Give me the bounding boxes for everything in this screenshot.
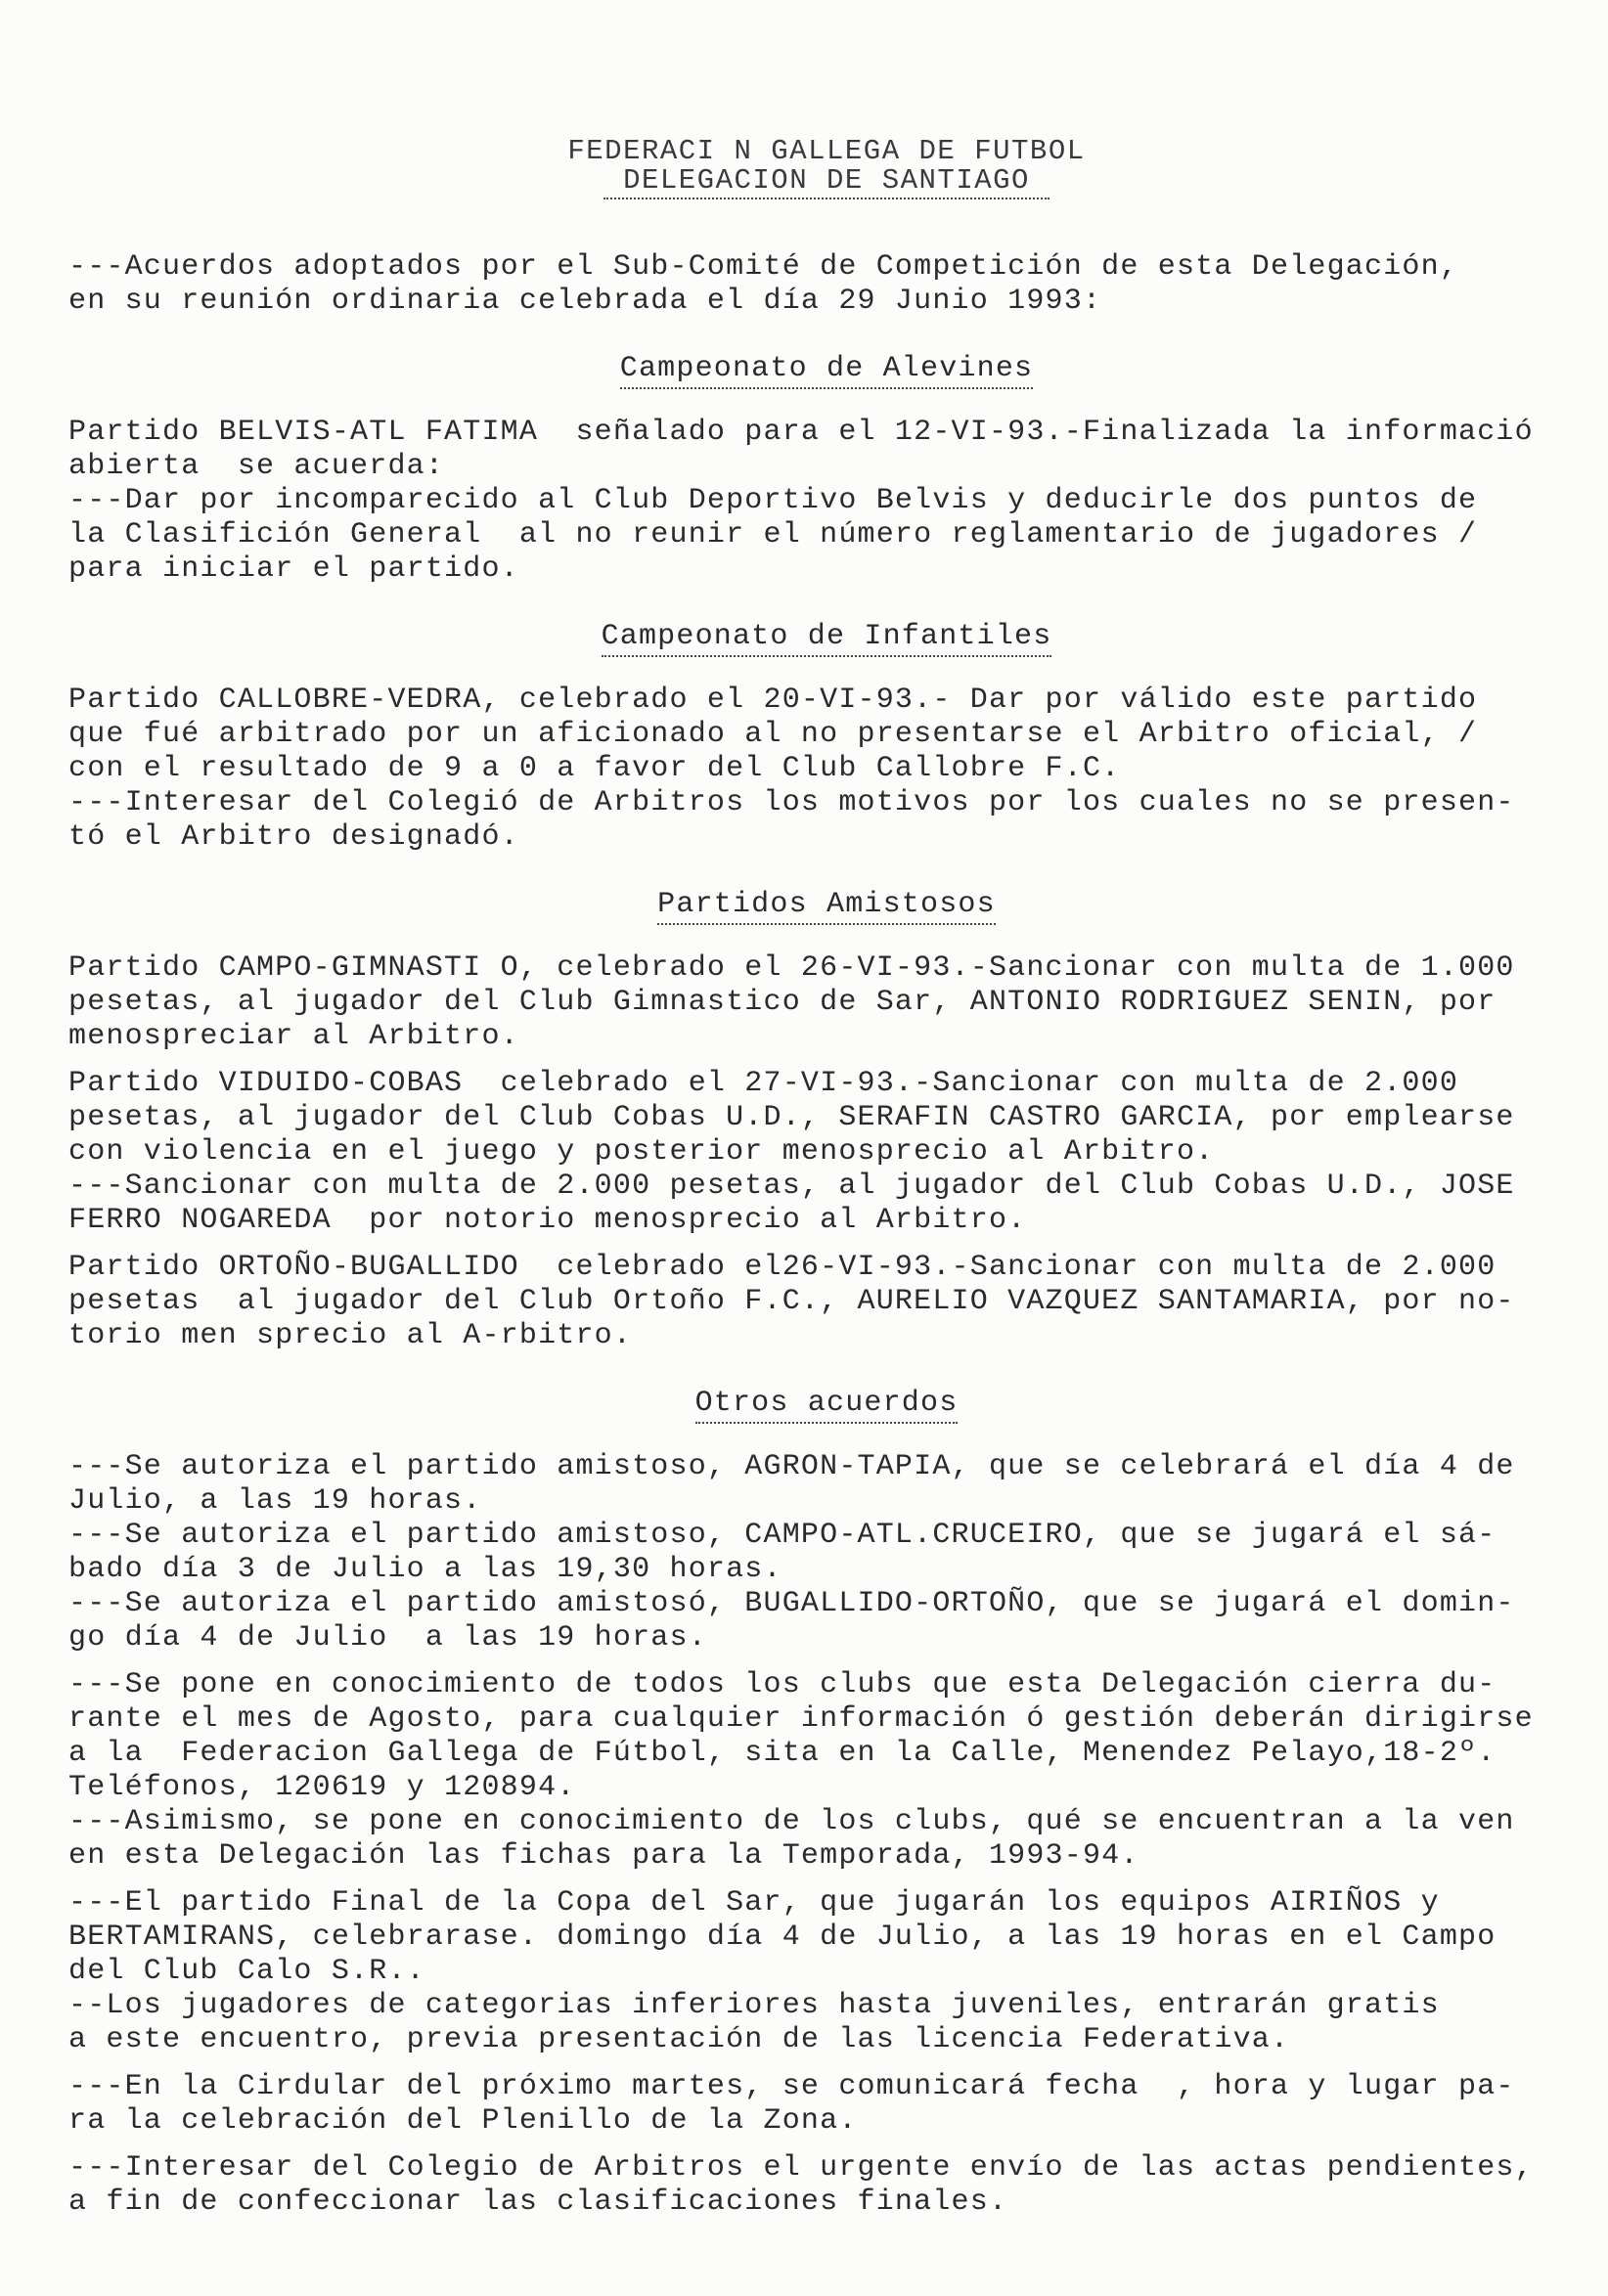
text-line: ---Se pone en conocimiento de todos los clubs que esta Delegación cierra du- bbox=[68, 1668, 1496, 1701]
text-line: tó el Arbitro designadó. bbox=[68, 820, 519, 854]
text-line: menospreciar al Arbitro. bbox=[68, 1020, 519, 1053]
section bbox=[68, 620, 1585, 855]
text-line: --Los jugadores de categorias inferiores hasta juveniles, entrarán gratis bbox=[68, 1989, 1440, 2022]
text-line: para iniciar el partido. bbox=[68, 552, 519, 586]
text-line: que fué arbitrado por un aficionado al no presentarse el Arbitro oficial, / bbox=[68, 718, 1478, 751]
text-line: con violencia en el juego y posterior menosprecio al Arbitro. bbox=[68, 1135, 1215, 1169]
section-heading-text: Partidos Amistosos bbox=[657, 888, 996, 925]
document-header bbox=[68, 137, 1585, 199]
text-line: torio men sprecio al A-rbitro. bbox=[68, 1319, 633, 1352]
text-line: FERRO NOGAREDA por notorio menosprecio al Arbitro. bbox=[68, 1204, 1027, 1237]
section-heading bbox=[68, 888, 1585, 922]
text-line: ---En la Cirdular del próximo martes, se comunicará fecha , hora y lugar pa- bbox=[68, 2070, 1515, 2103]
text-line: abierta se acuerda: bbox=[68, 450, 445, 483]
typewritten-document bbox=[68, 137, 1585, 2220]
text-line: del Club Calo S.R.. bbox=[68, 1955, 425, 1988]
text-line: con el resultado de 9 a 0 a favor del Club Callobre F.C. bbox=[68, 752, 1121, 785]
text-line: ---El partido Final de la Copa del Sar, que jugarán los equipos AIRIÑOS y bbox=[68, 1886, 1440, 1920]
text-line: a este encuentro, previa presentación de las licencia Federativa. bbox=[68, 2023, 1290, 2056]
text-line: rante el mes de Agosto, para cualquier información ó gestión deberán dirigirse bbox=[68, 1702, 1534, 1736]
paragraph bbox=[68, 951, 1585, 1054]
text-line: ---Se autoriza el partido amistosó, BUGALLIDO-ORTOÑO, que se jugará el domin- bbox=[68, 1587, 1515, 1620]
delegation-title: DELEGACION DE SANTIAGO bbox=[603, 166, 1050, 199]
text-line: ---Dar por incomparecido al Club Deportivo Belvis y deducirle dos puntos de bbox=[68, 484, 1478, 517]
section-heading bbox=[68, 352, 1585, 386]
text-line: ---Interesar del Colegió de Arbitros los motivos por los cuales no se presen- bbox=[68, 786, 1515, 819]
text-line: a la Federacion Gallega de Fútbol, sita en la Calle, Menendez Pelayo,18-2º. bbox=[68, 1737, 1496, 1770]
text-line: pesetas al jugador del Club Ortoño F.C., AURELIO VAZQUEZ SANTAMARIA, por no- bbox=[68, 1285, 1515, 1318]
text-line: Partido ORTOÑO-BUGALLIDO celebrado el26-VI-93.-Sancionar con multa de 2.000 bbox=[68, 1251, 1496, 1284]
section-heading-text: Campeonato de Infantiles bbox=[602, 620, 1052, 657]
text-line: ---Sancionar con multa de 2.000 pesetas, al jugador del Club Cobas U.D., JOSE bbox=[68, 1170, 1515, 1203]
paragraph bbox=[68, 2151, 1585, 2220]
section bbox=[68, 888, 1585, 1353]
text-line: BERTAMIRANS, celebrarase. domingo día 4 de Julio, a las 19 horas en el Campo bbox=[68, 1921, 1496, 1954]
section-heading bbox=[68, 620, 1585, 654]
intro-paragraph bbox=[68, 250, 1585, 319]
paragraph bbox=[68, 416, 1585, 587]
text-line: en su reunión ordinaria celebrada el día 29 Junio 1993: bbox=[68, 285, 1102, 318]
paragraph bbox=[68, 1067, 1585, 1238]
text-line: a fin de confeccionar las clasificaciones finales. bbox=[68, 2186, 1008, 2219]
federation-title: FEDERACI N GALLEGA DE FUTBOL bbox=[567, 135, 1086, 167]
paragraph bbox=[68, 1450, 1585, 1656]
text-line: Teléfonos, 120619 y 120894. bbox=[68, 1771, 576, 1804]
text-line: pesetas, al jugador del Club Gimnastico de Sar, ANTONIO RODRIGUEZ SENIN, por bbox=[68, 986, 1496, 1019]
text-line: ---Asimismo, se pone en conocimiento de los clubs, qué se encuentran a la ven bbox=[68, 1805, 1515, 1838]
section-heading-text: Otros acuerdos bbox=[695, 1387, 959, 1424]
paragraph bbox=[68, 684, 1585, 855]
text-line: ---Interesar del Colegio de Arbitros el urgente envío de las actas pendientes, bbox=[68, 2151, 1534, 2185]
section-heading bbox=[68, 1387, 1585, 1421]
text-line: Partido CAMPO-GIMNASTI O, celebrado el 26-VI-93.-Sancionar con multa de 1.000 bbox=[68, 951, 1515, 985]
text-line: en esta Delegación las fichas para la Temporada, 1993-94. bbox=[68, 1839, 1139, 1873]
text-line: bado día 3 de Julio a las 19,30 horas. bbox=[68, 1553, 782, 1586]
paragraph bbox=[68, 2070, 1585, 2139]
text-line: Partido BELVIS-ATL FATIMA señalado para el 12-VI-93.-Finalizada la informació bbox=[68, 416, 1534, 449]
text-line: Partido VIDUIDO-COBAS celebrado el 27-VI-93.-Sancionar con multa de 2.000 bbox=[68, 1067, 1459, 1100]
text-line: ---Se autoriza el partido amistoso, AGRON-TAPIA, que se celebrará el día 4 de bbox=[68, 1450, 1515, 1483]
text-line: go día 4 de Julio a las 19 horas. bbox=[68, 1621, 707, 1655]
text-line: Julio, a las 19 horas. bbox=[68, 1484, 482, 1518]
paragraph bbox=[68, 1251, 1585, 1353]
text-line: ---Acuerdos adoptados por el Sub-Comité de Competición de esta Delegación, bbox=[68, 250, 1459, 284]
paragraph bbox=[68, 1668, 1585, 1874]
sections bbox=[68, 352, 1585, 2220]
text-line: Partido CALLOBRE-VEDRA, celebrado el 20-VI-93.- Dar por válido este partido bbox=[68, 684, 1478, 717]
section bbox=[68, 352, 1585, 587]
text-line: ---Se autoriza el partido amistoso, CAMPO-ATL.CRUCEIRO, que se jugará el sá- bbox=[68, 1519, 1496, 1552]
text-line: pesetas, al jugador del Club Cobas U.D., SERAFIN CASTRO GARCIA, por emplearse bbox=[68, 1101, 1515, 1134]
text-line: ra la celebración del Plenillo de la Zona. bbox=[68, 2104, 858, 2138]
text-line: la Clasifición General al no reunir el número reglamentario de jugadores / bbox=[68, 518, 1478, 552]
section bbox=[68, 1387, 1585, 2220]
section-heading-text: Campeonato de Alevines bbox=[620, 352, 1033, 389]
paragraph bbox=[68, 1886, 1585, 2057]
